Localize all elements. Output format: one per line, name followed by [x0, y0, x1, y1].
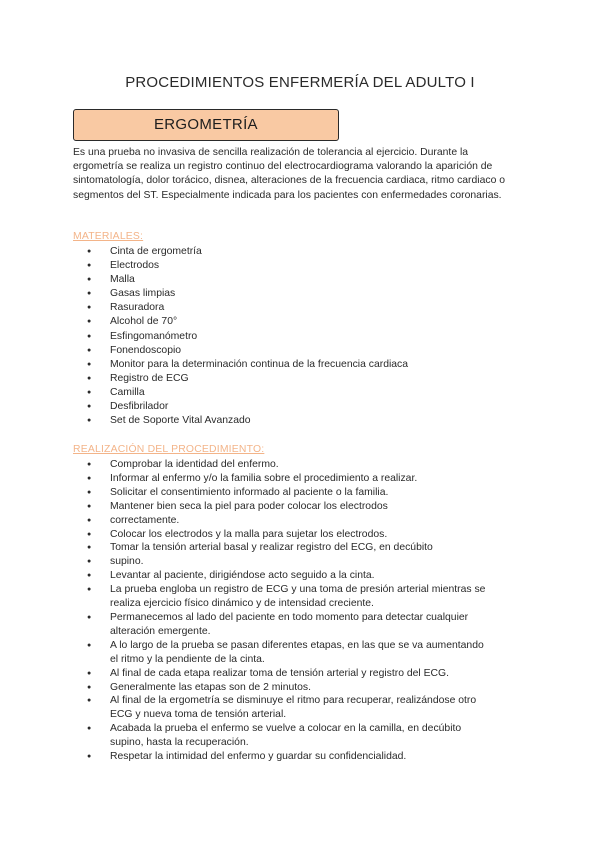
material-item: ● Camilla — [73, 386, 493, 400]
material-item: ● Gasas limpias — [73, 287, 493, 301]
material-item: ● Rasuradora — [73, 301, 493, 315]
procedure-step: ● Al final de cada etapa realizar toma de tensión arterial y registro del ECG. — [73, 667, 493, 681]
material-item: ● Fonendoscopio — [73, 344, 493, 358]
procedure-step: ● Al final de la ergometría se disminuye el ritmo para recuperar, realizándose otro ECG y nueva toma de tensión arterial. — [73, 694, 493, 722]
procedure-step: ● La prueba engloba un registro de ECG y una toma de presión arterial mientras se realiza ejercicio físico dinámico y de intensidad creciente. — [73, 583, 493, 611]
procedure-step: ● Generalmente las etapas son de 2 minutos. — [73, 681, 493, 695]
procedure-step: ● Informar al enfermo y/o la familia sobre el procedimiento a realizar. — [73, 472, 493, 486]
material-item: ● Alcohol de 70° — [73, 315, 493, 329]
material-item: ● Malla — [73, 273, 493, 287]
material-item: ● Esfingomanómetro — [73, 330, 493, 344]
procedure-step: ● Permanecemos al lado del paciente en todo momento para detectar cualquier alteración emergente. — [73, 611, 493, 639]
material-item: ● Set de Soporte Vital Avanzado — [73, 414, 493, 428]
material-item: ● Monitor para la determinación continua de la frecuencia cardiaca — [73, 358, 493, 372]
intro-paragraph: Es una prueba no invasiva de sencilla realización de tolerancia al ejercicio. Durante la ergometría se realiza un registro continuo del electrocardiograma valorando la aparición de sintomatología, dolor torácico, disnea, alteraciones de la frecuencia cardiaca, ritmo cardiaco o segmentos del ST. Especialmente indicada para los pacientes con enfermedades coronarias. — [73, 147, 506, 201]
procedure-step: ● Solicitar el consentimiento informado al paciente o la familia. — [73, 486, 493, 500]
procedure-step: ● Colocar los electrodos y la malla para sujetar los electrodos. — [73, 528, 493, 542]
procedimiento-list — [73, 458, 493, 764]
section-title: ERGOMETRÍA — [154, 116, 258, 133]
procedimiento-heading: REALIZACIÓN DEL PROCEDIMIENTO: — [73, 444, 265, 455]
materiales-list — [73, 245, 493, 428]
document-title: PROCEDIMIENTOS ENFERMERÍA DEL ADULTO I — [125, 74, 475, 91]
procedure-step: ● Mantener bien seca la piel para poder colocar los electrodos — [73, 500, 493, 514]
materiales-heading: MATERIALES: — [73, 231, 144, 242]
procedure-step: ● supino. — [73, 555, 493, 569]
material-item: ● Electrodos — [73, 259, 493, 273]
procedure-step: ● A lo largo de la prueba se pasan diferentes etapas, en las que se va aumentando el ritmo y la pendiente de la cinta. — [73, 639, 493, 667]
procedure-step: ● Acabada la prueba el enfermo se vuelve a colocar en la camilla, en decúbito supino, hasta la recuperación. — [73, 722, 493, 750]
section-header-box — [73, 109, 339, 141]
procedure-step: ● correctamente. — [73, 514, 493, 528]
material-item: ● Registro de ECG — [73, 372, 493, 386]
material-item: ● Cinta de ergometría — [73, 245, 493, 259]
procedure-step: ● Levantar al paciente, dirigiéndose acto seguido a la cinta. — [73, 569, 493, 583]
procedure-step: ● Respetar la intimidad del enfermo y guardar su confidencialidad. — [73, 750, 493, 764]
procedure-step: ● Comprobar la identidad del enfermo. — [73, 458, 493, 472]
procedure-step: ● Tomar la tensión arterial basal y realizar registro del ECG, en decúbito — [73, 541, 493, 555]
material-item: ● Desfibrilador — [73, 400, 493, 414]
